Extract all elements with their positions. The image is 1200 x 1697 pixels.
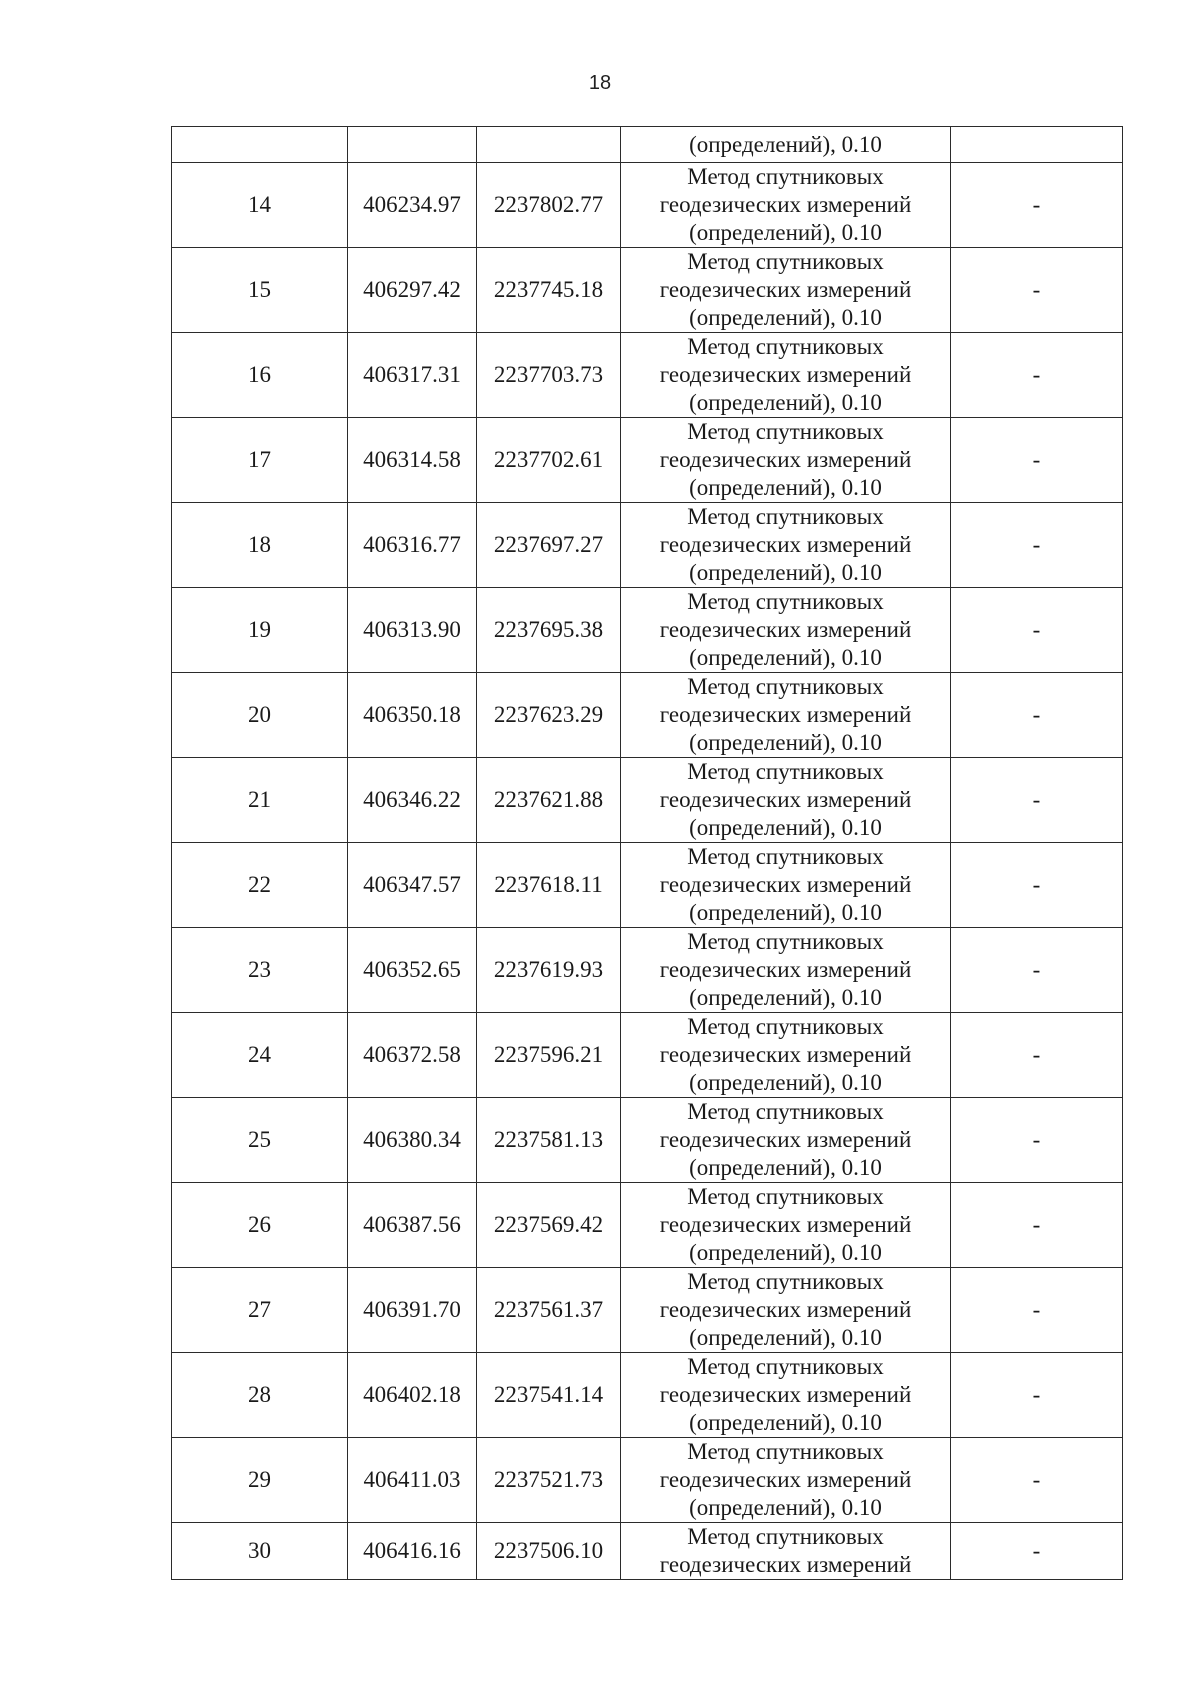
method-line: геодезических измерений [659,872,912,897]
method-cell [621,503,951,588]
method-line: Метод спутниковых [687,1014,884,1039]
y-coordinate-cell: 2237581.13 [477,1098,621,1183]
table-row [172,843,1123,928]
table-row [172,1268,1123,1353]
x-coordinate-cell [348,127,477,163]
table-row [172,928,1123,1013]
method-cell [621,1268,951,1353]
dash-cell: - [951,333,1123,418]
y-coordinate-cell: 2237561.37 [477,1268,621,1353]
method-line: геодезических измерений [659,787,912,812]
method-cell [621,333,951,418]
y-coordinate-cell: 2237541.14 [477,1353,621,1438]
x-coordinate-cell: 406317.31 [348,333,477,418]
y-coordinate-cell: 2237703.73 [477,333,621,418]
x-coordinate-cell: 406416.16 [348,1523,477,1580]
dash-cell: - [951,1438,1123,1523]
point-number-cell: 20 [172,673,348,758]
method-cell [621,1353,951,1438]
method-line: геодезических измерений [659,532,912,557]
dash-cell: - [951,1183,1123,1268]
dash-cell: - [951,503,1123,588]
point-number-cell: 23 [172,928,348,1013]
method-cell [621,1013,951,1098]
method-cell [621,758,951,843]
method-line: Метод спутниковых [687,164,884,189]
y-coordinate-cell: 2237506.10 [477,1523,621,1580]
method-line: Метод спутниковых [687,1184,884,1209]
table-row [172,163,1123,248]
y-coordinate-cell: 2237695.38 [477,588,621,673]
point-number-cell: 17 [172,418,348,503]
y-coordinate-cell: 2237619.93 [477,928,621,1013]
dash-cell: - [951,1523,1123,1580]
method-line: (определений), 0.10 [689,305,882,330]
method-line: геодезических измерений [659,1297,912,1322]
method-line: геодезических измерений [659,617,912,642]
y-coordinate-cell: 2237697.27 [477,503,621,588]
dash-cell: - [951,588,1123,673]
method-line: (определений), 0.10 [689,815,882,840]
method-line: геодезических измерений [659,277,912,302]
x-coordinate-cell: 406391.70 [348,1268,477,1353]
method-cell [621,843,951,928]
method-cell [621,673,951,758]
dash-cell: - [951,673,1123,758]
method-line: (определений), 0.10 [689,1325,882,1350]
method-line: (определений), 0.10 [689,220,882,245]
method-line: Метод спутниковых [687,1354,884,1379]
y-coordinate-cell: 2237745.18 [477,248,621,333]
method-line: геодезических измерений [659,192,912,217]
method-line: геодезических измерений [659,702,912,727]
dash-cell: - [951,418,1123,503]
x-coordinate-cell: 406314.58 [348,418,477,503]
method-line: Метод спутниковых [687,334,884,359]
method-cell [621,1438,951,1523]
y-coordinate-cell: 2237596.21 [477,1013,621,1098]
point-number-cell: 22 [172,843,348,928]
table-row [172,1098,1123,1183]
x-coordinate-cell: 406234.97 [348,163,477,248]
method-line: (определений), 0.10 [689,1155,882,1180]
method-cell [621,163,951,248]
dash-cell: - [951,1268,1123,1353]
dash-cell: - [951,843,1123,928]
method-line: геодезических измерений [659,447,912,472]
y-coordinate-cell: 2237802.77 [477,163,621,248]
dash-cell: - [951,1013,1123,1098]
method-line: геодезических измерений [659,1212,912,1237]
dash-cell: - [951,928,1123,1013]
table-row [172,1523,1123,1580]
table-row [172,418,1123,503]
method-cell [621,928,951,1013]
x-coordinate-cell: 406316.77 [348,503,477,588]
method-line: (определений), 0.10 [689,1240,882,1265]
x-coordinate-cell: 406402.18 [348,1353,477,1438]
method-line: геодезических измерений [659,1042,912,1067]
point-number-cell: 25 [172,1098,348,1183]
x-coordinate-cell: 406387.56 [348,1183,477,1268]
dash-cell: - [951,163,1123,248]
point-number-cell: 26 [172,1183,348,1268]
table-row [172,1438,1123,1523]
y-coordinate-cell: 2237621.88 [477,758,621,843]
table-body [172,127,1123,1580]
table-row [172,673,1123,758]
table-row [172,1013,1123,1098]
table-row [172,1353,1123,1438]
x-coordinate-cell: 406380.34 [348,1098,477,1183]
page-number: 18 [588,72,612,94]
method-cell [621,248,951,333]
point-number-cell: 14 [172,163,348,248]
table-row [172,333,1123,418]
method-cell [621,418,951,503]
method-line: (определений), 0.10 [689,900,882,925]
dash-cell: - [951,1098,1123,1183]
method-line: Метод спутниковых [687,589,884,614]
method-line: (определений), 0.10 [689,730,882,755]
table-row [172,1183,1123,1268]
y-coordinate-cell: 2237569.42 [477,1183,621,1268]
dash-cell [951,127,1123,163]
x-coordinate-cell: 406313.90 [348,588,477,673]
table-row [172,503,1123,588]
method-cell [621,1183,951,1268]
point-number-cell: 27 [172,1268,348,1353]
method-line: геодезических измерений [659,957,912,982]
method-line: Метод спутниковых [687,1439,884,1464]
x-coordinate-cell: 406352.65 [348,928,477,1013]
x-coordinate-cell: 406347.57 [348,843,477,928]
method-cell: (определений), 0.10 [621,127,951,163]
point-number-cell: 16 [172,333,348,418]
method-line: Метод спутниковых [687,1099,884,1124]
point-number-cell: 19 [172,588,348,673]
point-number-cell: 18 [172,503,348,588]
method-line: геодезических измерений [659,1127,912,1152]
method-cell [621,588,951,673]
point-number-cell: 28 [172,1353,348,1438]
y-coordinate-cell [477,127,621,163]
y-coordinate-cell: 2237623.29 [477,673,621,758]
method-line: Метод спутниковых [687,504,884,529]
method-line: (определений), 0.10 [689,560,882,585]
point-number-cell: 30 [172,1523,348,1580]
point-number-cell: 24 [172,1013,348,1098]
x-coordinate-cell: 406297.42 [348,248,477,333]
method-cell [621,1098,951,1183]
point-number-cell: 21 [172,758,348,843]
y-coordinate-cell: 2237702.61 [477,418,621,503]
method-line: геодезических измерений [659,1467,912,1492]
method-line: Метод спутниковых [687,419,884,444]
method-line: (определений), 0.10 [689,1495,882,1520]
method-line: Метод спутниковых [687,1269,884,1294]
table-row [172,588,1123,673]
method-line: (определений), 0.10 [689,645,882,670]
method-cell [621,1523,951,1580]
method-line: (определений), 0.10 [689,390,882,415]
x-coordinate-cell: 406372.58 [348,1013,477,1098]
method-line: геодезических измерений [659,1552,912,1577]
x-coordinate-cell: 406346.22 [348,758,477,843]
x-coordinate-cell: 406411.03 [348,1438,477,1523]
method-line: (определений), 0.10 [689,1410,882,1435]
method-line: Метод спутниковых [687,674,884,699]
table-row [172,248,1123,333]
method-line: геодезических измерений [659,1382,912,1407]
x-coordinate-cell: 406350.18 [348,673,477,758]
y-coordinate-cell: 2237521.73 [477,1438,621,1523]
dash-cell: - [951,248,1123,333]
method-line: (определений), 0.10 [689,985,882,1010]
point-number-cell [172,127,348,163]
method-line: (определений), 0.10 [689,1070,882,1095]
point-number-cell: 29 [172,1438,348,1523]
dash-cell: - [951,758,1123,843]
method-line: Метод спутниковых [687,1524,884,1549]
method-line: Метод спутниковых [687,929,884,954]
method-line: Метод спутниковых [687,759,884,784]
method-line: геодезических измерений [659,362,912,387]
method-line: Метод спутниковых [687,249,884,274]
method-line: (определений), 0.10 [689,475,882,500]
dash-cell: - [951,1353,1123,1438]
point-number-cell: 15 [172,248,348,333]
table-row-continuation [172,127,1123,163]
y-coordinate-cell: 2237618.11 [477,843,621,928]
coordinates-table [171,126,1123,1580]
method-line: Метод спутниковых [687,844,884,869]
table-row [172,758,1123,843]
